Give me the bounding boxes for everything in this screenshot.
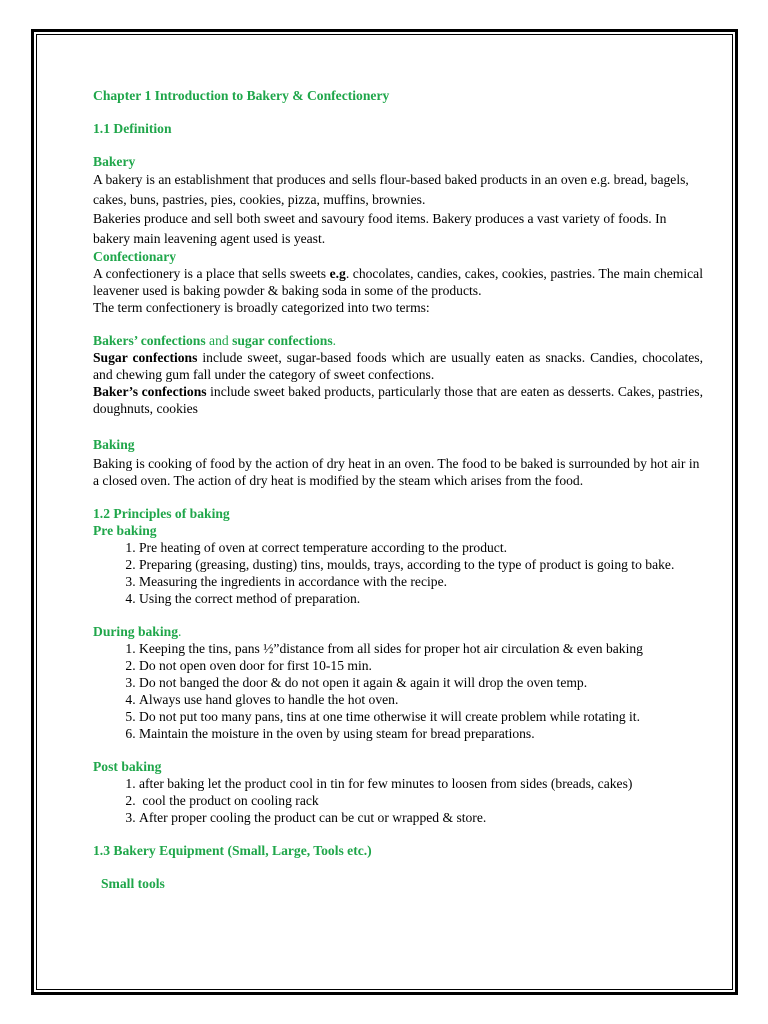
- chapter-title: Chapter 1 Introduction to Bakery & Confectionery: [93, 88, 390, 103]
- list-item: 1. Keeping the tins, pans ½”distance from all sides for proper hot air circulation & even baking: [139, 640, 703, 657]
- pre-baking-list: [93, 539, 703, 607]
- bakers-confections-paragraph: Baker’s confections include sweet baked products, particularly those that are eaten as desserts. Cakes, pastries, doughnuts, cookies: [93, 384, 703, 416]
- during-baking-heading: During baking.: [93, 624, 182, 639]
- confectionary-paragraph-2: The term confectionery is broadly categorized into two terms:: [93, 300, 430, 315]
- list-item: 5. Do not put too many pans, tins at one time otherwise it will create problem while rotating it.: [139, 708, 703, 725]
- section-1-2-heading: 1.2 Principles of baking: [93, 506, 230, 521]
- section-1-3-heading: 1.3 Bakery Equipment (Small, Large, Tools etc.): [93, 843, 372, 858]
- list-item: 2. Preparing (greasing, dusting) tins, moulds, trays, according to the type of product is going to bake.: [139, 556, 703, 573]
- small-tools-heading: Small tools: [101, 876, 165, 891]
- baking-paragraph: Baking is cooking of food by the action of dry heat in an oven. The food to be baked is surrounded by hot air in a closed oven. The action of dry heat is modified by the steam which arises from the food.: [93, 456, 700, 488]
- confectionary-paragraph-1: A confectionery is a place that sells sweets e.g. chocolates, candies, cakes, cookies, pastries. The main chemical leavener used is baking powder & baking soda in some of the products.: [93, 266, 703, 298]
- confectionary-heading: Confectionary: [93, 249, 177, 264]
- list-item: 6. Maintain the moisture in the oven by using steam for bread preparations.: [139, 725, 703, 742]
- list-item: 3. Do not banged the door & do not open it again & again it will drop the oven temp.: [139, 674, 703, 691]
- post-baking-heading: Post baking: [93, 759, 162, 774]
- confection-terms-heading: Bakers’ confections and sugar confections.: [93, 333, 337, 348]
- bakery-heading: Bakery: [93, 154, 136, 169]
- list-item: 2. cool the product on cooling rack: [139, 792, 703, 809]
- bakery-paragraph-1: A bakery is an establishment that produces and sells flour-based baked products in an oven e.g. bread, bagels, cakes, buns, pastries, pies, cookies, pizza, muffins, brownies.: [93, 172, 689, 207]
- pre-baking-heading: Pre baking: [93, 523, 157, 538]
- bakery-paragraph-2: Bakeries produce and sell both sweet and savoury food items. Bakery produces a vast variety of foods. In bakery main leavening agent used is yeast.: [93, 211, 667, 246]
- baking-heading: Baking: [93, 437, 135, 452]
- list-item: 2. Do not open oven door for first 10-15 min.: [139, 657, 703, 674]
- list-item: 4. Using the correct method of preparation.: [139, 590, 703, 607]
- section-1-1-heading: 1.1 Definition: [93, 121, 172, 136]
- document-body: [93, 87, 703, 892]
- list-item: 1. after baking let the product cool in tin for few minutes to loosen from sides (breads, cakes): [139, 775, 703, 792]
- list-item: 1. Pre heating of oven at correct temperature according to the product.: [139, 539, 703, 556]
- during-baking-list: [93, 640, 703, 742]
- list-item: 4. Always use hand gloves to handle the hot oven.: [139, 691, 703, 708]
- post-baking-list: [93, 775, 703, 826]
- list-item: 3. After proper cooling the product can be cut or wrapped & store.: [139, 809, 703, 826]
- list-item: 3. Measuring the ingredients in accordance with the recipe.: [139, 573, 703, 590]
- sugar-confections-paragraph: Sugar confections include sweet, sugar-based foods which are usually eaten as snacks. Candies, chocolates, and chewing gum fall under the category of sweet confections.: [93, 350, 703, 382]
